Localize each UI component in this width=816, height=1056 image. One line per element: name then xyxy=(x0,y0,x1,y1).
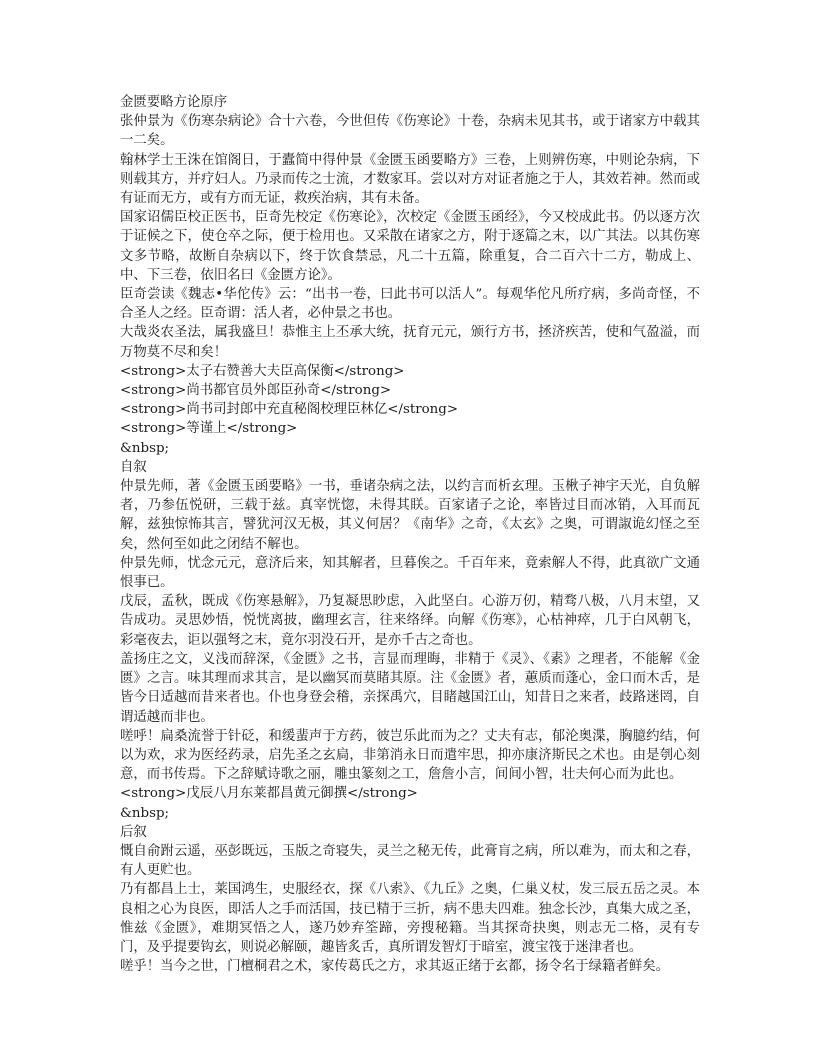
nbsp-line: &nbsp; xyxy=(120,440,170,456)
paragraph: 臣奇尝读《魏志•华佗传》云：“出书一卷，曰此书可以活人”。每观华佗凡所疗病，多尚奇怪，不合圣人之经。臣奇谓：活人者，必仲景之书也。 xyxy=(120,287,700,322)
paragraph: 仲景先师，忧念元元，意济后来，知其解者，旦暮俟之。千百年来，竟索解人不得，此真欲广文通恨事已。 xyxy=(120,555,700,591)
paragraph: 盖扬庄之文，义浅而辞深，《金匮》之书，言显而理晦，非精于《灵》、《素》之理者，不能解《金匮》之言。味其理而求其言，是以幽冥而莫睹其原。注《金匮》者，蕙质而蓬心，金口而木舌，是皆今日适越而昔来者也。仆也身登会稽，亲探禹穴，目睹越国江山，知昔日之来者，歧路迷罔，自谓适越而非也。 xyxy=(120,651,700,725)
document-body xyxy=(120,93,700,976)
signature-line: <strong>等谨上</strong> xyxy=(120,421,298,437)
signature-line: <strong>戊辰八月东莱都昌黄元御撰</strong> xyxy=(120,786,418,802)
nbsp-line: &nbsp; xyxy=(120,805,170,821)
signature-line: <strong>太子右赞善大夫臣高保衡</strong> xyxy=(120,363,405,379)
document-title: 金匮要略方论原序 xyxy=(120,95,228,110)
paragraph: 慨自俞跗云遥，巫彭既远，玉版之奇寝失，灵兰之秘无传，此膏肓之病，所以难为，而太和之春，有人更贮也。 xyxy=(120,843,700,879)
paragraph: 乃有都昌上士，莱国鸿生，史服经衣，探《八索》、《九丘》之奥，仁巢义杖，发三辰五岳之灵。本良相之心为良医，即活人之手而活国，技已精于三折，病不患夫四难。独念长沙，真集大成之圣，惟兹《金匮》，难期冥悟之人，遂乃妙弃筌蹄，旁搜秘籍。当其探奇抉奥，则志无二格，灵有专门，及乎提要钩玄，则说必解颐，趣皆炙舌，真所谓发智灯于暗室，渡宝筏于迷津者也。 xyxy=(120,882,700,955)
paragraph: 翰林学士王洙在馆阁日，于蠹简中得仲景《金匮玉函要略方》三卷，上则辨伤寒，中则论杂病，下则载其方，并疗妇人。乃录而传之士流，才数家耳。尝以对方对证者施之于人，其效若神。然而或有证而无方，或有方而无证，救疾治病，其有未备。 xyxy=(120,152,700,207)
paragraph: 戊辰，孟秋，既成《伤寒悬解》，乃复凝思眇虑，入此坚白。心游万仞，精骛八极，八月末望，又告成功。灵思妙悟，悦恍离披，幽理玄言，往来络绎。向解《伤寒》，心枯神瘁，几于白风朝飞，彩毫夜去，讵以强弩之末，竟尔羽没石开，是亦千古之奇也。 xyxy=(120,594,700,648)
paragraph: 仲景先师，著《金匮玉函要略》一书，垂诸杂病之法，以约言而析玄理。玉楸子神宇天光，自负解者，乃参伍悦研，三载于兹。真宰恍惚，未得其眹。百家诸子之论，率皆过目而冰销，入耳而瓦解，兹独惊怖其言，譬犹河汉无极，其义何居？《南华》之奇，《太玄》之奥，可谓諔诡幻怪之至矣，然何至如此之闭结不解也。 xyxy=(120,479,700,552)
paragraph: 大哉炎农圣法，属我盛旦！恭惟主上丕承大统，抚育元元，颁行方书，拯济疾苦，使和气盈溢，而万物莫不尽和矣！ xyxy=(120,325,700,360)
paragraph: 嗟呼！扁桑流誉于针砭，和缓蜚声于方药，彼岂乐此而为之？丈夫有志，郁沦奥渫，胸臆约结，何以为欢，求为医经药录，启先圣之玄扃，非第消永日而遣牢思，抑亦康济斯民之术也。由是刳心刻意，而书传焉。下之辞赋诗歌之丽，雕虫篆刻之工，詹詹小言，间间小智，壮夫何心而为此也。 xyxy=(120,728,700,783)
signature-line: <strong>尚书司封郎中充直秘阁校理臣林亿</strong> xyxy=(120,402,459,418)
paragraph: 国家诏儒臣校正医书，臣奇先校定《伤寒论》，次校定《金匮玉函经》，今又校成此书。仍以逐方次于证候之下，使仓卒之际，便于检用也。又采散在诸家之方，附于逐篇之末，以广其法。以其伤寒文多节略，故断自杂病以下，终于饮食禁忌，凡二十五篇，除重复，合二百六十二方，勒成上、中、下三卷，依旧名曰《金匮方论》。 xyxy=(120,210,700,283)
section-heading: 后叙 xyxy=(120,824,147,840)
signature-line: <strong>尚书都官员外郎臣孙奇</strong> xyxy=(120,383,392,399)
paragraph: 嗟乎！当今之世，门檀桐君之术，家传葛氏之方，求其返正绪于玄都，扬令名于绿籍者鲜矣。 xyxy=(120,959,670,975)
section-heading: 自叙 xyxy=(120,459,147,475)
paragraph: 张仲景为《伤寒杂病论》合十六卷，今世但传《伤寒论》十卷，杂病未见其书，或于诸家方中载其一二矣。 xyxy=(120,114,700,149)
